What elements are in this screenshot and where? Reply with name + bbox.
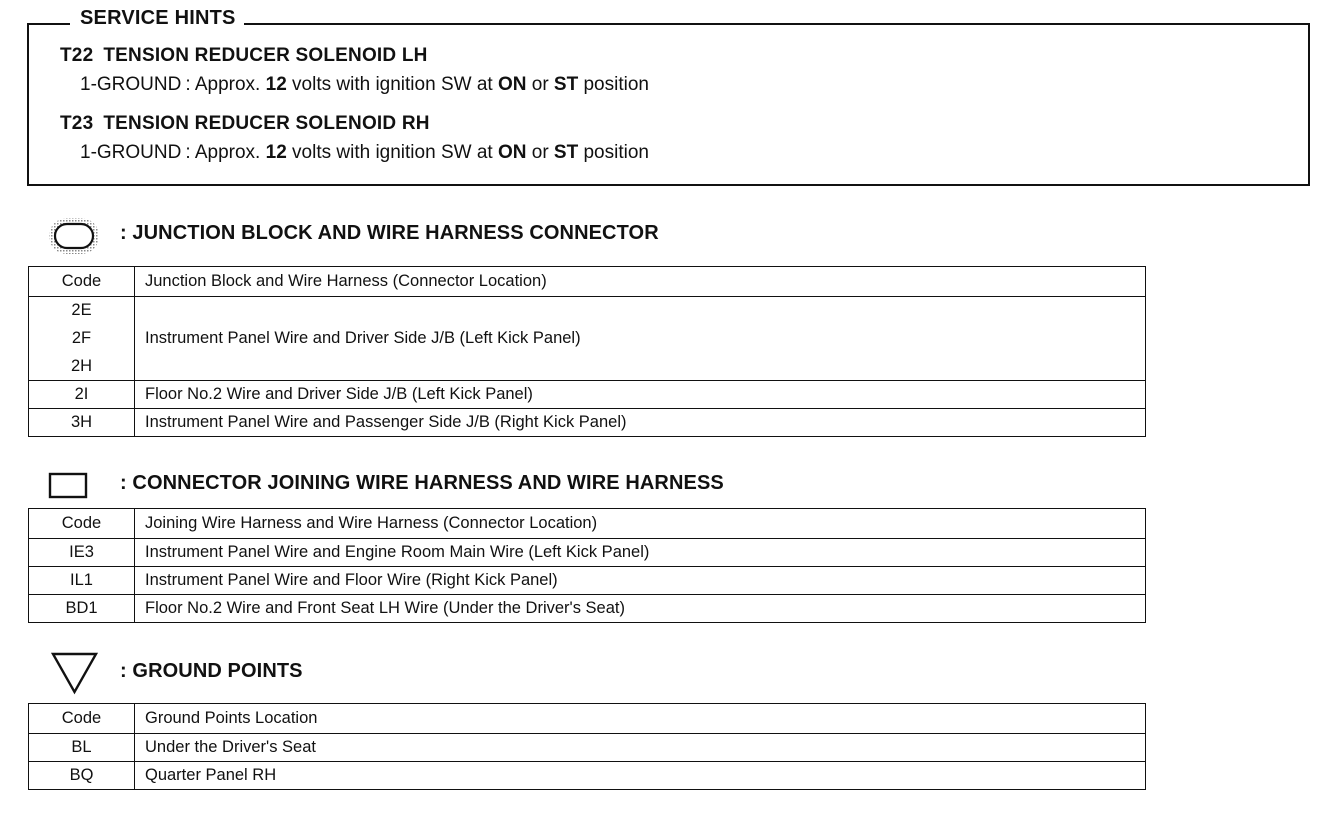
hint-pins: 1-GROUND <box>80 74 182 95</box>
junction-table <box>28 266 1146 437</box>
hint-pins: 1-GROUND <box>80 142 182 163</box>
joining-table <box>28 508 1146 623</box>
table-row <box>29 297 1146 325</box>
table-header-row <box>29 267 1146 297</box>
header-code: Code <box>29 509 135 539</box>
row-desc: Instrument Panel Wire and Passenger Side J/B (Right Kick Panel) <box>135 409 1146 437</box>
table-row <box>29 734 1146 762</box>
hint-text: or <box>526 142 554 163</box>
rounded-connector-icon <box>48 217 100 255</box>
hint-position-st: ST <box>553 74 579 95</box>
row-code: BQ <box>29 762 135 790</box>
row-code: 3H <box>29 409 135 437</box>
row-code: IL1 <box>29 567 135 595</box>
triangle-ground-icon <box>50 650 100 696</box>
row-code: 2E <box>29 297 135 325</box>
table-header-row <box>29 704 1146 734</box>
header-desc: Joining Wire Harness and Wire Harness (Connector Location) <box>135 509 1146 539</box>
hint-detail-t22 <box>80 74 649 96</box>
hint-text: : Approx. <box>185 74 266 95</box>
header-desc: Junction Block and Wire Harness (Connector Location) <box>135 267 1146 297</box>
header-code: Code <box>29 267 135 297</box>
hint-title-t22 <box>60 45 428 67</box>
header-desc: Ground Points Location <box>135 704 1146 734</box>
table-row <box>29 409 1146 437</box>
hint-detail-t23 <box>80 142 649 164</box>
row-desc: Instrument Panel Wire and Driver Side J/B (Left Kick Panel) <box>135 297 1146 381</box>
service-hints-legend: SERVICE HINTS <box>70 7 244 30</box>
hint-position-st: ST <box>553 142 579 163</box>
hint-title-t23 <box>60 113 430 135</box>
table-row <box>29 567 1146 595</box>
table-row <box>29 762 1146 790</box>
row-code: 2H <box>29 353 135 381</box>
row-code: BD1 <box>29 595 135 623</box>
row-code: IE3 <box>29 539 135 567</box>
row-code: BL <box>29 734 135 762</box>
hint-code: T22 <box>60 45 94 66</box>
junction-heading: : JUNCTION BLOCK AND WIRE HARNESS CONNECTOR <box>120 222 659 244</box>
hint-position-on: ON <box>497 142 527 163</box>
hint-title-text: TENSION REDUCER SOLENOID LH <box>103 45 428 66</box>
hint-code: T23 <box>60 113 94 134</box>
hint-volts: 12 <box>265 74 287 95</box>
table-row <box>29 381 1146 409</box>
hint-text: position <box>578 74 649 95</box>
hint-text: volts with ignition SW at <box>286 142 498 163</box>
hint-title-text: TENSION REDUCER SOLENOID RH <box>103 113 430 134</box>
row-desc: Floor No.2 Wire and Driver Side J/B (Left Kick Panel) <box>135 381 1146 409</box>
row-desc: Under the Driver's Seat <box>135 734 1146 762</box>
hint-position-on: ON <box>497 74 527 95</box>
ground-heading: : GROUND POINTS <box>120 660 303 682</box>
table-row <box>29 539 1146 567</box>
table-header-row <box>29 509 1146 539</box>
row-desc: Floor No.2 Wire and Front Seat LH Wire (Under the Driver's Seat) <box>135 595 1146 623</box>
hint-text: : Approx. <box>185 142 266 163</box>
square-connector-icon <box>48 472 90 500</box>
header-code: Code <box>29 704 135 734</box>
row-code: 2F <box>29 325 135 353</box>
hint-text: or <box>526 74 554 95</box>
hint-volts: 12 <box>265 142 287 163</box>
row-code: 2I <box>29 381 135 409</box>
table-row <box>29 595 1146 623</box>
row-desc: Instrument Panel Wire and Engine Room Main Wire (Left Kick Panel) <box>135 539 1146 567</box>
joining-heading: : CONNECTOR JOINING WIRE HARNESS AND WIRE HARNESS <box>120 472 724 494</box>
ground-table <box>28 703 1146 790</box>
row-desc: Instrument Panel Wire and Floor Wire (Right Kick Panel) <box>135 567 1146 595</box>
row-desc: Quarter Panel RH <box>135 762 1146 790</box>
hint-text: position <box>578 142 649 163</box>
hint-text: volts with ignition SW at <box>286 74 498 95</box>
